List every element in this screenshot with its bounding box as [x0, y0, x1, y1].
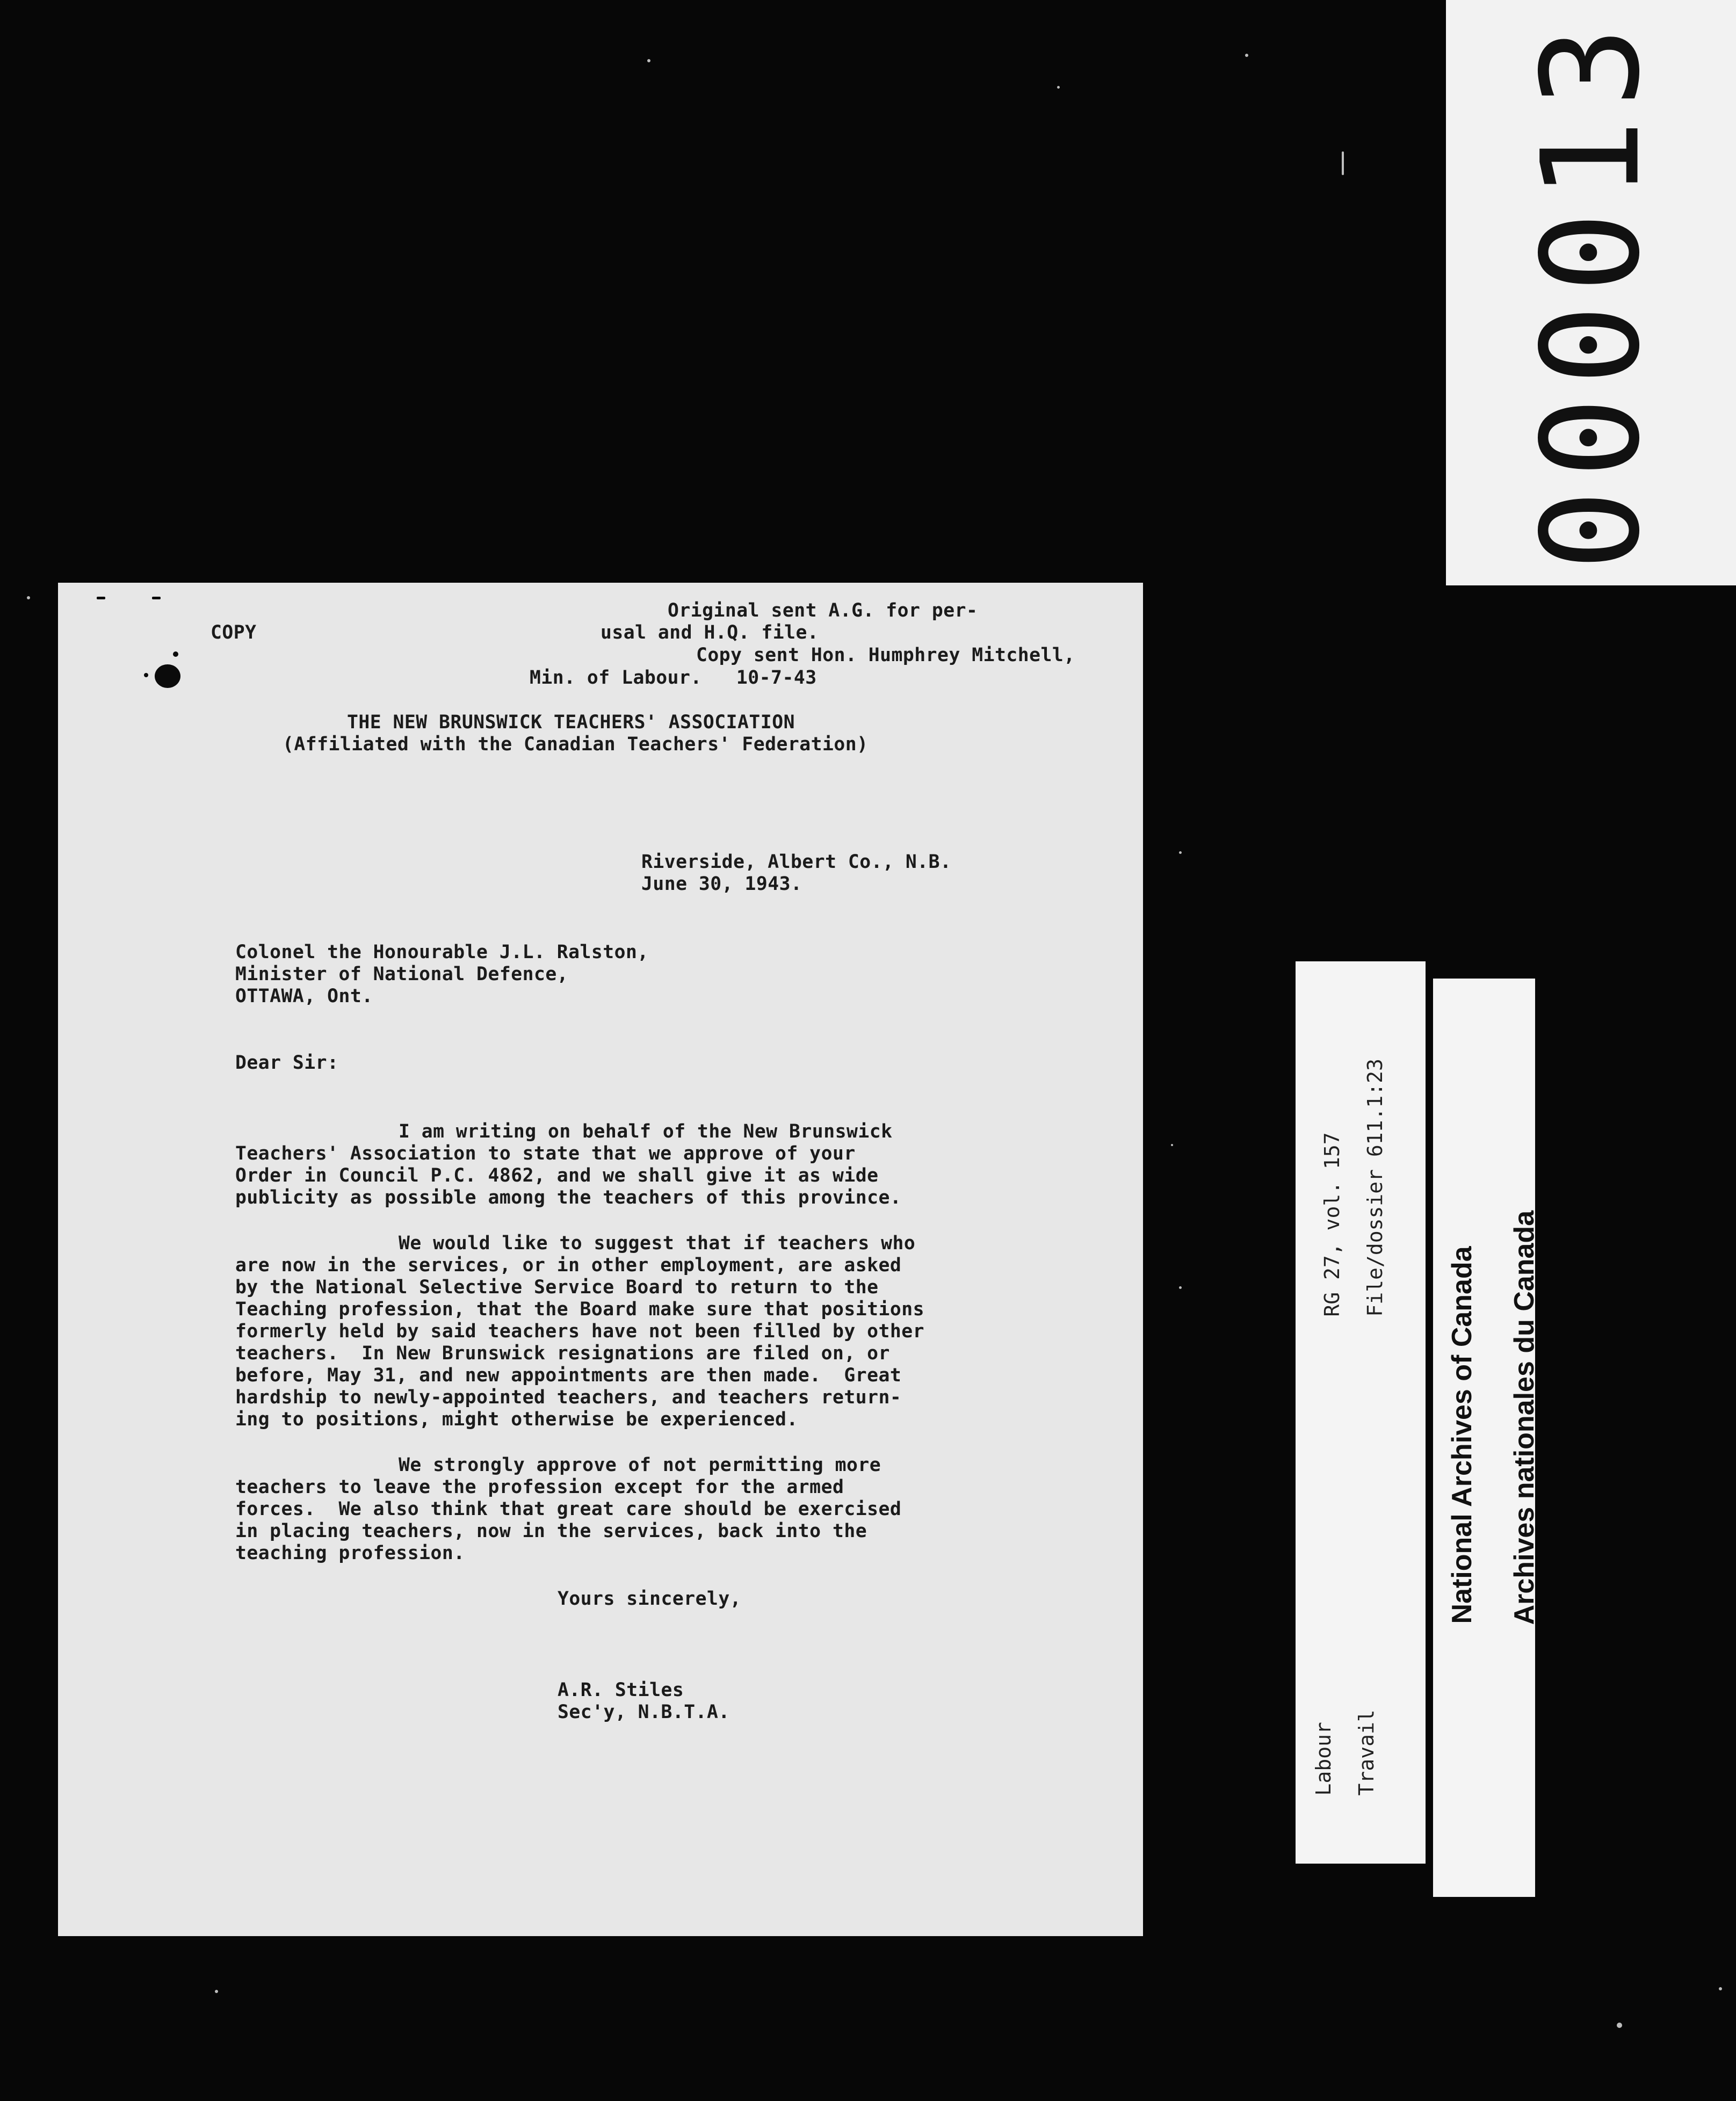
recipient-line: Minister of National Defence, — [235, 963, 569, 985]
paragraph-line: publicity as possible among the teachers of this province. — [235, 1187, 902, 1208]
film-speck — [1179, 851, 1182, 854]
routing-note-line: Original sent A.G. for per- — [668, 600, 978, 621]
signature-name: A.R. Stiles — [558, 1679, 684, 1701]
letterhead-affiliation: (Affiliated with the Canadian Teachers' Federation) — [283, 734, 869, 755]
paragraph-line: ing to positions, might otherwise be experienced. — [235, 1409, 798, 1430]
frame-number: 000013 — [1513, 15, 1669, 571]
paragraph-line: are now in the services, or in other employment, are asked — [235, 1255, 902, 1276]
paragraph-line: I am writing on behalf of the New Brunswick — [399, 1121, 893, 1142]
film-speck — [1245, 54, 1248, 57]
paragraph-line: formerly held by said teachers have not been filled by other — [235, 1321, 925, 1342]
film-speck — [1342, 151, 1344, 175]
letter-page — [58, 583, 1143, 1936]
paragraph-line: We strongly approve of not permitting more — [399, 1454, 881, 1476]
department-label: Travail — [1355, 1709, 1378, 1796]
film-speck — [1617, 2023, 1622, 2028]
closing: Yours sincerely, — [558, 1588, 742, 1610]
ink-blot — [173, 651, 178, 657]
frame-number-strip — [1446, 0, 1736, 585]
institution-name: Archives nationales du Canada — [1509, 1210, 1540, 1625]
letter-place: Riverside, Albert Co., N.B. — [641, 851, 952, 873]
reference-line: RG 27, vol. 157 — [1320, 1132, 1344, 1317]
routing-note-line: usal and H.Q. file. — [601, 622, 819, 643]
ink-blot — [155, 664, 180, 688]
routing-note-line: Min. of Labour. 10-7-43 — [530, 667, 817, 689]
letterhead-name: THE NEW BRUNSWICK TEACHERS' ASSOCIATION — [347, 712, 795, 733]
paragraph-line: Teaching profession, that the Board make sure that positions — [235, 1299, 925, 1320]
film-speck — [1179, 1286, 1182, 1289]
paragraph-line: teachers. In New Brunswick resignations are filed on, or — [235, 1343, 890, 1364]
paragraph-line: Teachers' Association to state that we approve of your — [235, 1143, 856, 1164]
film-speck — [1171, 1144, 1173, 1146]
film-speck — [27, 596, 30, 599]
paragraph-line: before, May 31, and new appointments are then made. Great — [235, 1365, 902, 1386]
paragraph-line: teaching profession. — [235, 1542, 465, 1564]
copy-mark: COPY — [211, 622, 257, 643]
reference-line: File/dossier 611.1:23 — [1363, 1059, 1387, 1317]
routing-note-line: Copy sent Hon. Humphrey Mitchell, — [696, 644, 1075, 666]
institution-name: National Archives of Canada — [1446, 1246, 1478, 1624]
ink-blot — [144, 673, 148, 677]
archives-institution-label — [1433, 979, 1540, 1897]
signature-title: Sec'y, N.B.T.A. — [558, 1701, 730, 1723]
paragraph-line: by the National Selective Service Board to return to the — [235, 1277, 879, 1298]
film-speck — [647, 59, 650, 62]
ink-blot — [152, 597, 161, 599]
archive-reference-label — [1296, 961, 1426, 1864]
ink-blot — [97, 597, 105, 599]
recipient-line: Colonel the Honourable J.L. Ralston, — [235, 941, 649, 963]
salutation: Dear Sir: — [235, 1052, 339, 1074]
recipient-line: OTTAWA, Ont. — [235, 986, 373, 1007]
letter-date: June 30, 1943. — [641, 873, 802, 895]
paragraph-line: in placing teachers, now in the services, back into the — [235, 1520, 867, 1542]
paragraph-line: forces. We also think that great care should be exercised — [235, 1498, 902, 1520]
department-label: Labour — [1312, 1722, 1335, 1796]
paragraph-line: hardship to newly-appointed teachers, and teachers return- — [235, 1387, 902, 1408]
film-speck — [1057, 86, 1060, 89]
paragraph-line: We would like to suggest that if teachers who — [399, 1233, 916, 1254]
film-speck — [1719, 1987, 1722, 1990]
paragraph-line: Order in Council P.C. 4862, and we shall give it as wide — [235, 1165, 879, 1186]
film-speck — [215, 1990, 218, 1993]
paragraph-line: teachers to leave the profession except for the armed — [235, 1476, 844, 1498]
